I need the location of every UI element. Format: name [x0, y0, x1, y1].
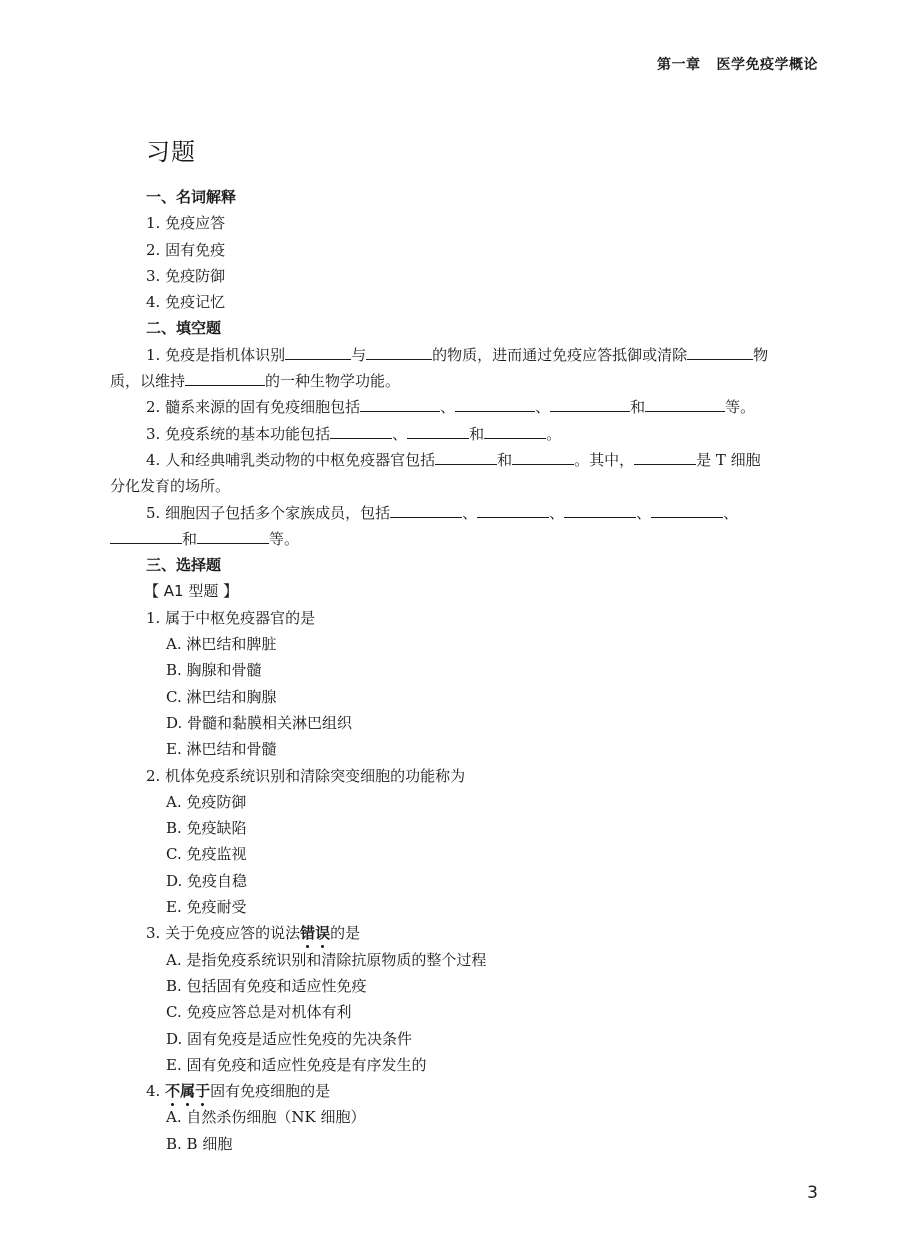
- answer-blank: [477, 503, 549, 518]
- answer-blank: [634, 450, 696, 465]
- term-item: 3. 免疫防御: [146, 266, 226, 285]
- choice-option: B. 胸腺和骨髓: [166, 661, 262, 680]
- header-title: 医学免疫学概论: [716, 57, 818, 73]
- choice-option: A. 是指免疫系统识别和清除抗原物质的整个过程: [166, 950, 487, 969]
- choice-option: A. 免疫防御: [166, 792, 247, 811]
- text: 、: [549, 503, 565, 522]
- choice-option: C. 免疫应答总是对机体有利: [166, 1003, 352, 1022]
- text: 、: [440, 398, 456, 417]
- text: 、: [462, 503, 478, 522]
- text: 不属于: [165, 1082, 211, 1101]
- text: 等。: [269, 529, 300, 548]
- text: 固有免疫细胞的是: [210, 1082, 331, 1101]
- answer-blank: [330, 424, 392, 439]
- choice-option: C. 免疫监视: [166, 845, 247, 864]
- choice-question-1: 1. 属于中枢免疫器官的是: [146, 608, 316, 627]
- fill-question-5-cont: [110, 526, 820, 552]
- emphasis-text: [165, 1082, 210, 1100]
- section-heading-fill: 二、填空题: [146, 319, 222, 338]
- section-heading-terms: 一、名词解释: [146, 188, 237, 206]
- answer-blank: [512, 450, 574, 465]
- choice-option: E. 免疫耐受: [166, 898, 247, 917]
- emphasis-dots: [165, 1103, 210, 1107]
- answer-blank: [110, 529, 182, 544]
- text: 和: [182, 529, 198, 548]
- text: 4. 人和经典哺乳类动物的中枢免疫器官包括: [146, 450, 436, 469]
- choice-option: D. 骨髓和黏膜相关淋巴组织: [166, 713, 353, 732]
- page-title: 习题: [146, 138, 196, 166]
- fill-question-1: [110, 342, 820, 368]
- text: 3. 免疫系统的基本功能包括: [146, 424, 331, 443]
- choice-option: B. 免疫缺陷: [166, 819, 247, 838]
- question-type-label: 【 A1 型题 】: [144, 582, 239, 601]
- choice-question-3: [110, 920, 820, 946]
- text: 是 T 细胞: [696, 450, 761, 469]
- answer-blank: [360, 397, 440, 412]
- term-item: 2. 固有免疫: [146, 240, 226, 259]
- choice-option: A. 淋巴结和脾脏: [166, 635, 277, 654]
- choice-option: A. 自然杀伤细胞（NK 细胞）: [166, 1108, 366, 1127]
- text: 与: [351, 345, 367, 364]
- text: 5. 细胞因子包括多个家族成员，包括: [146, 503, 391, 522]
- choice-option: B. B 细胞: [166, 1134, 233, 1153]
- running-header: [657, 54, 818, 74]
- text: 的物质，进而通过免疫应答抵御或清除: [432, 345, 688, 364]
- text: 4.: [146, 1082, 166, 1101]
- answer-blank: [435, 450, 497, 465]
- text: 3. 关于免疫应答的说法: [146, 924, 301, 943]
- choice-question-2: 2. 机体免疫系统识别和清除突变细胞的功能称为: [146, 766, 466, 785]
- choice-question-4: [110, 1078, 820, 1104]
- exercise-content: [110, 184, 820, 1157]
- choice-option: C. 淋巴结和胸腺: [166, 687, 277, 706]
- term-item: 4. 免疫记忆: [146, 293, 226, 312]
- answer-blank: [185, 371, 265, 386]
- answer-blank: [407, 424, 469, 439]
- answer-blank: [564, 503, 636, 518]
- fill-question-3: [110, 421, 820, 447]
- text: 。: [546, 424, 562, 443]
- answer-blank: [484, 424, 546, 439]
- choice-option: D. 固有免疫是适应性免疫的先决条件: [166, 1029, 413, 1048]
- text: 等。: [725, 398, 756, 417]
- text: 和: [497, 450, 513, 469]
- text: 和: [469, 424, 485, 443]
- text: 物: [753, 345, 769, 364]
- answer-blank: [651, 503, 723, 518]
- text: 、: [392, 424, 408, 443]
- choice-option: E. 固有免疫和适应性免疫是有序发生的: [166, 1055, 427, 1074]
- emphasis-dots: [300, 945, 330, 949]
- text: 。其中，: [574, 450, 635, 469]
- section-heading-choice: 三、选择题: [146, 556, 222, 575]
- text: 、: [723, 503, 739, 522]
- answer-blank: [390, 503, 462, 518]
- fill-question-4-cont: 分化发育的场所。: [110, 477, 231, 496]
- text: 的是: [330, 924, 361, 943]
- page-number: 3: [807, 1183, 818, 1203]
- term-item: 1. 免疫应答: [146, 214, 226, 233]
- text: 质，以维持: [110, 372, 186, 391]
- header-chapter: 第一章: [657, 57, 701, 73]
- choice-option: B. 包括固有免疫和适应性免疫: [166, 976, 367, 995]
- choice-option: D. 免疫自稳: [166, 871, 248, 890]
- answer-blank: [455, 397, 535, 412]
- answer-blank: [285, 345, 351, 360]
- fill-question-5: [110, 500, 820, 526]
- text: 2. 髓系来源的固有免疫细胞包括: [146, 398, 361, 417]
- answer-blank: [366, 345, 432, 360]
- fill-question-4: [110, 447, 820, 473]
- text: 、: [636, 503, 652, 522]
- text: 的一种生物学功能。: [265, 372, 401, 391]
- text: 1. 免疫是指机体识别: [146, 345, 286, 364]
- answer-blank: [550, 397, 630, 412]
- emphasis-text: [300, 924, 330, 942]
- text: 、: [535, 398, 551, 417]
- fill-question-1-cont: [110, 368, 820, 394]
- fill-question-2: [110, 394, 820, 420]
- choice-option: E. 淋巴结和骨髓: [166, 740, 277, 759]
- answer-blank: [687, 345, 753, 360]
- answer-blank: [197, 529, 269, 544]
- text: 和: [630, 398, 646, 417]
- text: 错误: [300, 924, 331, 943]
- answer-blank: [645, 397, 725, 412]
